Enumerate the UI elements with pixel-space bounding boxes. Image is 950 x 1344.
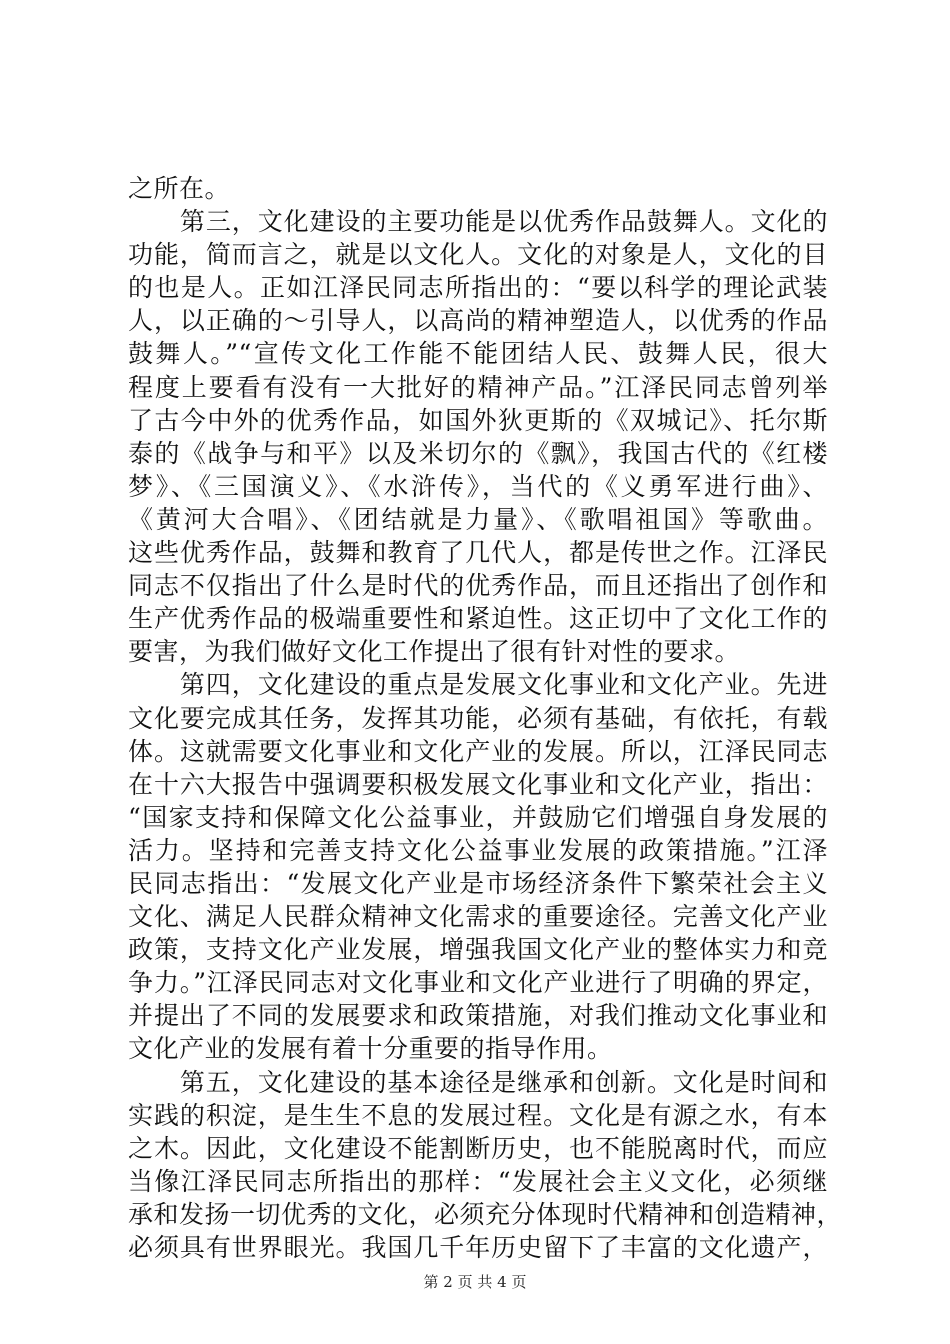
text-line: “国家支持和保障文化公益事业，并鼓励它们增强自身发展的 [128,802,828,832]
text-line: 当像江泽民同志所指出的那样：“发展社会主义文化，必须继 [128,1166,828,1196]
text-line: 在十六大报告中强调要积极发展文化事业和文化产业，指出： [128,769,828,799]
text-line: 第三，文化建设的主要功能是以优秀作品鼓舞人。文化的 [128,207,828,237]
text-line: 第五，文化建设的基本途径是继承和创新。文化是时间和 [128,1067,828,1097]
text-line: 承和发扬一切优秀的文化，必须充分体现时代精神和创造精神， [128,1199,843,1229]
text-line: 了古今中外的优秀作品，如国外狄更斯的《双城记》、托尔斯 [128,405,828,435]
page-footer: 第 2 页 共 4 页 [423,1273,527,1291]
text-line: 同志不仅指出了什么是时代的优秀作品，而且还指出了创作和 [128,571,828,601]
text-line: 程度上要看有没有一大批好的精神产品。”江泽民同志曾列举 [128,372,828,402]
text-line: 功能，简而言之，就是以文化人。文化的对象是人，文化的目 [128,240,828,270]
text-line: 《黄河大合唱》、《团结就是力量》、《歌唱祖国》等歌曲。 [128,504,828,534]
text-line: 政策，支持文化产业发展，增强我国文化产业的整体实力和竞 [128,935,828,965]
text-line: 泰的《战争与和平》以及米切尔的《飘》，我国古代的《红楼 [128,438,828,468]
body-text [128,172,843,1264]
text-line: 之所在。 [128,174,231,203]
text-line: 的也是人。正如江泽民同志所指出的：“要以科学的理论武装 [128,273,828,303]
text-line: 体。这就需要文化事业和文化产业的发展。所以，江泽民同志 [128,736,828,766]
text-line: 民同志指出：“发展文化产业是市场经济条件下繁荣社会主义 [128,868,828,898]
text-line: 第四，文化建设的重点是发展文化事业和文化产业。先进 [128,670,828,700]
text-line: 实践的积淀，是生生不息的发展过程。文化是有源之水，有本 [128,1100,828,1130]
text-line: 要害，为我们做好文化工作提出了很有针对性的要求。 [128,637,741,667]
text-line: 文化、满足人民群众精神文化需求的重要途径。完善文化产业 [128,902,828,932]
text-line: 之木。因此，文化建设不能割断历史，也不能脱离时代，而应 [128,1133,828,1163]
text-line: 活力。坚持和完善支持文化公益事业发展的政策措施。”江泽 [128,835,828,865]
text-line: 必须具有世界眼光。我国几千年历史留下了丰富的文化遗产， [128,1233,828,1262]
text-line: 文化要完成其任务，发挥其功能，必须有基础，有依托，有载 [128,703,828,733]
text-line: 这些优秀作品，鼓舞和教育了几代人，都是传世之作。江泽民 [128,538,828,568]
text-line: 人，以正确的～引导人，以高尚的精神塑造人，以优秀的作品 [128,306,828,336]
text-line: 文化产业的发展有着十分重要的指导作用。 [128,1034,613,1064]
text-line: 生产优秀作品的极端重要性和紧迫性。这正切中了文化工作的 [128,604,828,634]
text-line: 争力。”江泽民同志对文化事业和文化产业进行了明确的界定， [128,968,828,998]
text-line: 并提出了不同的发展要求和政策措施，对我们推动文化事业和 [128,1001,828,1031]
text-line: 梦》、《三国演义》、《水浒传》，当代的《义勇军进行曲》、 [128,471,828,501]
text-line: 鼓舞人。”“宣传文化工作能不能团结人民、鼓舞人民，很大 [128,339,828,369]
